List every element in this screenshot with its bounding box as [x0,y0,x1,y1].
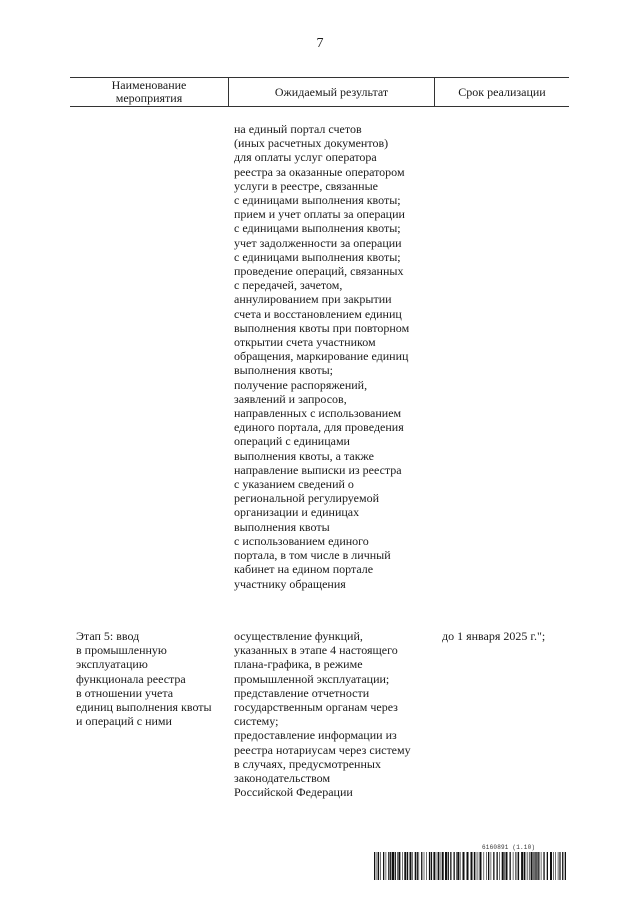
text-line: выполнения квоты [234,519,330,534]
text-line: направленных с использованием [234,406,402,421]
text-line: в случаях, предусмотренных [234,756,381,771]
page-number: 7 [316,36,324,51]
text-line: представление отчетности [234,685,370,700]
text-line: указанных в этапе 4 настоящего [234,643,398,658]
header-expected-result: Ожидаемый результат [274,85,389,99]
text-line: предоставление информации из [234,728,397,743]
text-line: прием и учет оплаты за операции [234,207,405,222]
text-line: получение распоряжений, [234,377,368,392]
text-line: с использованием единого [234,533,369,548]
text-line: для оплаты услуг оператора [234,150,377,165]
text-line: с единицами выполнения квоты; [234,249,401,264]
text-line: счета и восстановлением единиц [234,306,402,321]
text-line: в отношении учета [76,685,174,700]
text-line: аннулированием при закрытии [234,292,392,307]
text-line: единиц выполнения квоты [76,700,212,715]
text-line: Этап 5: ввод [76,629,140,643]
header-event-name [70,79,228,105]
text-line: выполнения квоты; [234,363,333,378]
text-line: до 1 января 2025 г."; [442,629,546,643]
text-line: учет задолженности за операции [234,235,402,250]
barcode-number: 6160891 (1.10) [482,844,536,851]
text-line: операций с единицами [234,434,350,449]
barcode-image [374,852,567,880]
text-line: региональной регулируемой [234,491,379,506]
text-line: с единицами выполнения квоты; [234,193,401,208]
header-event-name-line: мероприятия [115,91,183,105]
stage5-term-cell [442,629,545,643]
text-line: открытии счета участником [234,335,376,350]
text-line: выполнения квоты при повторном [234,320,410,335]
text-line: с указанием сведений о [234,477,354,492]
text-line: участнику обращения [234,576,346,591]
text-line: плана-графика, в режиме [234,657,363,672]
header-event-name-line: Наименование [111,78,187,92]
text-line: реестра нотариусам через систему [234,742,411,757]
text-line: систему; [234,714,279,729]
text-line: Российской Федерации [234,785,353,800]
stage5-name-cell [76,629,212,728]
header-implementation-term: Срок реализации [458,85,546,99]
text-line: с передачей, зачетом, [234,278,343,293]
text-line: проведение операций, связанных [234,264,404,279]
text-line: функционала реестра [76,671,186,686]
stage5-result-cell [234,629,411,799]
text-line: эксплуатацию [76,657,148,672]
text-line: осуществление функций, [234,629,363,643]
continued-result-cell [234,122,409,591]
text-line: обращения, маркирование единиц [234,349,409,364]
text-line: заявлений и запросов, [234,391,347,406]
text-line: реестра за оказанные оператором [234,164,405,179]
header-bottom-rule [70,106,569,107]
text-line: организации и единицах [234,505,360,520]
text-line: портала, в том числе в личный [234,548,391,563]
text-line: и операций с ними [76,714,172,729]
text-line: направление выписки из реестра [234,462,402,477]
text-line: на единый портал счетов [234,122,362,136]
text-line: законодательством [234,771,331,786]
text-line: выполнения квоты, а также [234,448,374,463]
text-line: в промышленную [76,643,167,658]
text-line: (иных расчетных документов) [234,136,389,151]
text-line: государственным органам через [234,700,398,715]
text-line: кабинет на едином портале [234,562,374,577]
text-line: промышленной эксплуатации; [234,671,390,686]
text-line: с единицами выполнения квоты; [234,221,401,236]
text-line: услуги в реестре, связанные [234,178,378,193]
text-line: единого портала, для проведения [234,420,404,435]
